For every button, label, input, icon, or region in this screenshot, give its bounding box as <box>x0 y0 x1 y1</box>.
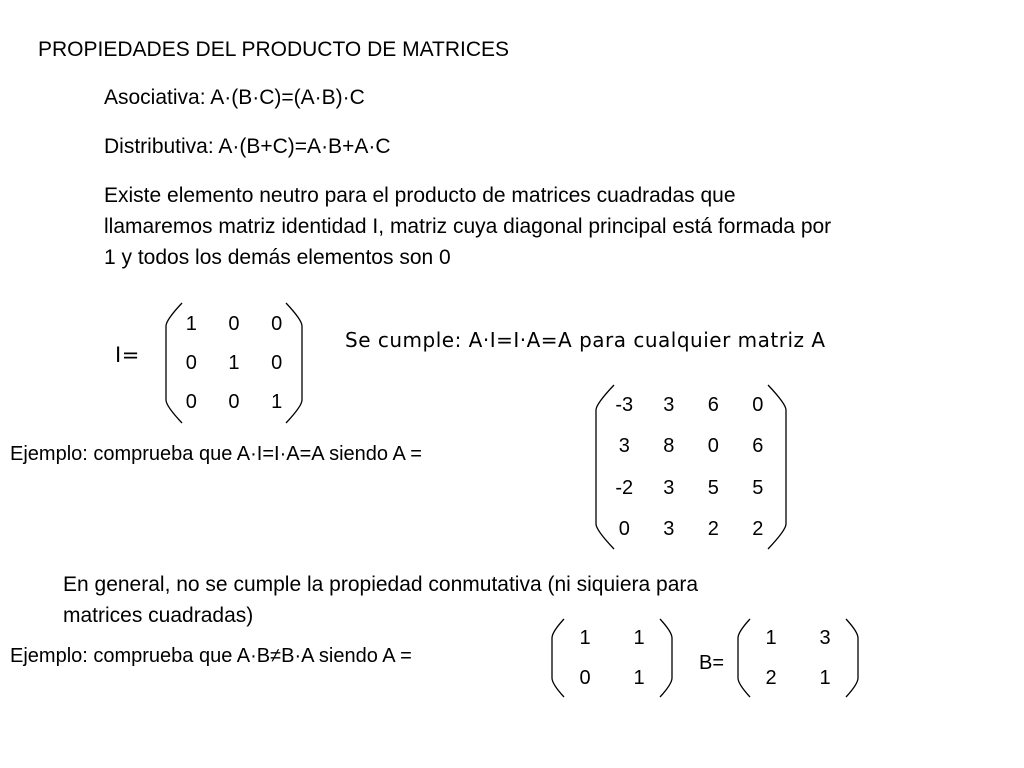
matrix-cell: 1 <box>228 352 240 374</box>
matrix-cell: 0 <box>185 352 197 374</box>
matrix-cell: 1 <box>633 627 645 649</box>
page-title: PROPIEDADES DEL PRODUCTO DE MATRICES <box>38 38 510 61</box>
matrix-cell: 5 <box>707 476 719 499</box>
neutral-element-line: Existe elemento neutro para el producto de matrices cuadradas que <box>104 184 736 207</box>
example-commutative-text: Ejemplo: comprueba que A·B≠B·A siendo A = <box>10 645 412 667</box>
example-identity-text: Ejemplo: comprueba que A·I=I·A=A siendo A = <box>10 443 422 465</box>
neutral-element-paragraph <box>104 180 831 273</box>
matrix-cell: 0 <box>271 312 283 335</box>
matrix-cell: 3 <box>663 393 675 416</box>
matrix-cell: 0 <box>752 393 764 416</box>
matrix-cell: 6 <box>752 435 764 458</box>
matrix-cell: 3 <box>819 627 831 649</box>
matrix-b-2x2 <box>736 618 860 698</box>
commutative-line: matrices cuadradas) <box>63 604 254 627</box>
matrix-cell: 3 <box>663 518 675 541</box>
matrix-cell: 5 <box>752 476 764 499</box>
matrix-cell: 6 <box>707 393 719 416</box>
matrix-cell: -3 <box>615 393 634 416</box>
distributive-property: Distributiva: A·(B+C)=A·B+A·C <box>104 135 391 158</box>
neutral-element-line: 1 y todos los demás elementos son 0 <box>104 246 451 269</box>
identity-matrix <box>164 302 304 424</box>
neutral-element-line: llamaremos matriz identidad I, matriz cuya diagonal principal está formada por <box>104 215 832 238</box>
matrix-b-label: B= <box>699 652 725 674</box>
matrix-cell: 1 <box>765 627 777 649</box>
matrix-cell: 2 <box>707 518 719 541</box>
matrix-cell: 0 <box>228 312 240 335</box>
identity-property-note: Se cumple: A·I=I·A=A para cualquier matriz A <box>345 328 826 352</box>
matrix-cell: 0 <box>185 391 197 414</box>
matrix-cell: 2 <box>765 667 777 689</box>
matrix-cell: 3 <box>618 435 630 458</box>
matrix-cell: -2 <box>615 476 634 499</box>
matrix-cell: 0 <box>579 667 591 689</box>
matrix-cell: 3 <box>663 476 675 499</box>
identity-label: I= <box>115 343 140 367</box>
matrix-a-4x4 <box>594 384 788 550</box>
matrix-cell: 1 <box>185 312 197 335</box>
matrix-cell: 1 <box>819 667 831 689</box>
matrix-cell: 1 <box>579 627 591 649</box>
matrix-cell: 2 <box>752 518 764 541</box>
matrix-cell: 0 <box>228 391 240 414</box>
commutative-line: En general, no se cumple la propiedad conmutativa (ni siquiera para <box>63 573 699 596</box>
matrix-cell: 0 <box>271 352 283 374</box>
associative-property: Asociativa: A·(B·C)=(A·B)·C <box>104 86 365 109</box>
matrix-cell: 0 <box>707 435 719 458</box>
matrix-cell: 0 <box>618 518 630 541</box>
matrix-a-2x2 <box>550 618 674 698</box>
matrix-cell: 1 <box>633 667 645 689</box>
matrix-cell: 8 <box>663 435 675 458</box>
matrix-cell: 1 <box>271 391 283 414</box>
